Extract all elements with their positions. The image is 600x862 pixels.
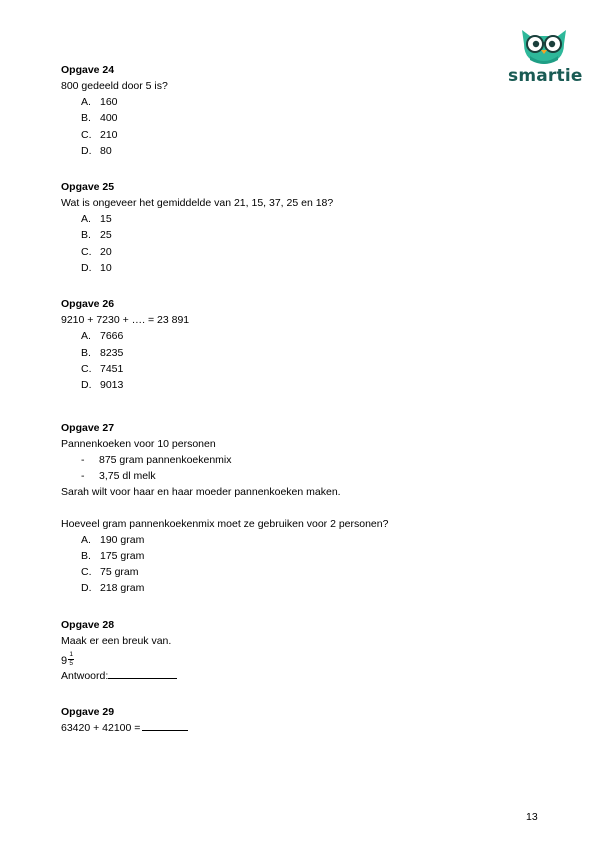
option: D. 9013 (81, 379, 124, 392)
fraction-denominator: 5 (69, 660, 73, 668)
option: A. 190 gram (81, 533, 145, 546)
option: C. 210 (81, 128, 118, 141)
option: B. 25 (81, 229, 112, 242)
question-25 (61, 179, 521, 276)
question-title: Opgave 29 (61, 705, 115, 718)
option: B. 8235 (81, 346, 124, 359)
answer-blank[interactable] (142, 721, 188, 731)
fraction-whole: 9 (61, 654, 68, 667)
option: B. 400 (81, 112, 118, 125)
question-27 (61, 420, 521, 597)
question-29 (61, 704, 521, 736)
page-number: 13 (526, 811, 538, 823)
answer-line (61, 668, 521, 684)
question-text: 800 gedeeld door 5 is? (61, 80, 168, 92)
ingredient-item: - 3,75 dl melk (81, 469, 156, 482)
mixed-fraction (61, 652, 74, 668)
question-26 (61, 296, 521, 393)
answer-label: Antwoord: (61, 669, 109, 682)
option: A. 15 (81, 213, 112, 226)
question-text: 63420 + 42100 = (61, 721, 141, 734)
logo-wordmark: smartie (508, 66, 583, 86)
worksheet (61, 62, 521, 756)
question-28 (61, 617, 521, 684)
question-text: Pannenkoeken voor 10 personen (61, 437, 216, 450)
option: D. 80 (81, 144, 112, 157)
option: A. 7666 (81, 330, 124, 343)
question-context: Sarah wilt voor haar en haar moeder pannenkoeken maken. (61, 485, 341, 498)
question-line (61, 720, 521, 736)
option: B. 175 gram (81, 549, 145, 562)
option: C. 20 (81, 245, 112, 258)
option: D. 10 (81, 262, 112, 275)
answer-blank[interactable] (108, 669, 177, 679)
option: C. 7451 (81, 362, 124, 375)
fraction-numerator: 1 (69, 650, 73, 658)
option: D. 218 gram (81, 582, 145, 595)
owl-icon (508, 22, 580, 66)
question-title: Opgave 24 (61, 64, 115, 76)
option: C. 75 gram (81, 566, 139, 579)
question-title: Opgave 27 (61, 421, 115, 434)
option: A. 160 (81, 96, 118, 108)
question-title: Opgave 26 (61, 298, 115, 311)
question-prompt: Hoeveel gram pannenkoekenmix moet ze gebruiken voor 2 personen? (61, 517, 389, 530)
question-text: Maak er een breuk van. (61, 634, 172, 647)
question-text: Wat is ongeveer het gemiddelde van 21, 15, 37, 25 en 18? (61, 197, 334, 210)
ingredient-item: - 875 gram pannenkoekenmix (81, 453, 232, 466)
question-text: 9210 + 7230 + …. = 23 891 (61, 314, 190, 327)
question-24 (61, 62, 521, 159)
question-title: Opgave 25 (61, 181, 115, 194)
question-title: Opgave 28 (61, 618, 115, 631)
